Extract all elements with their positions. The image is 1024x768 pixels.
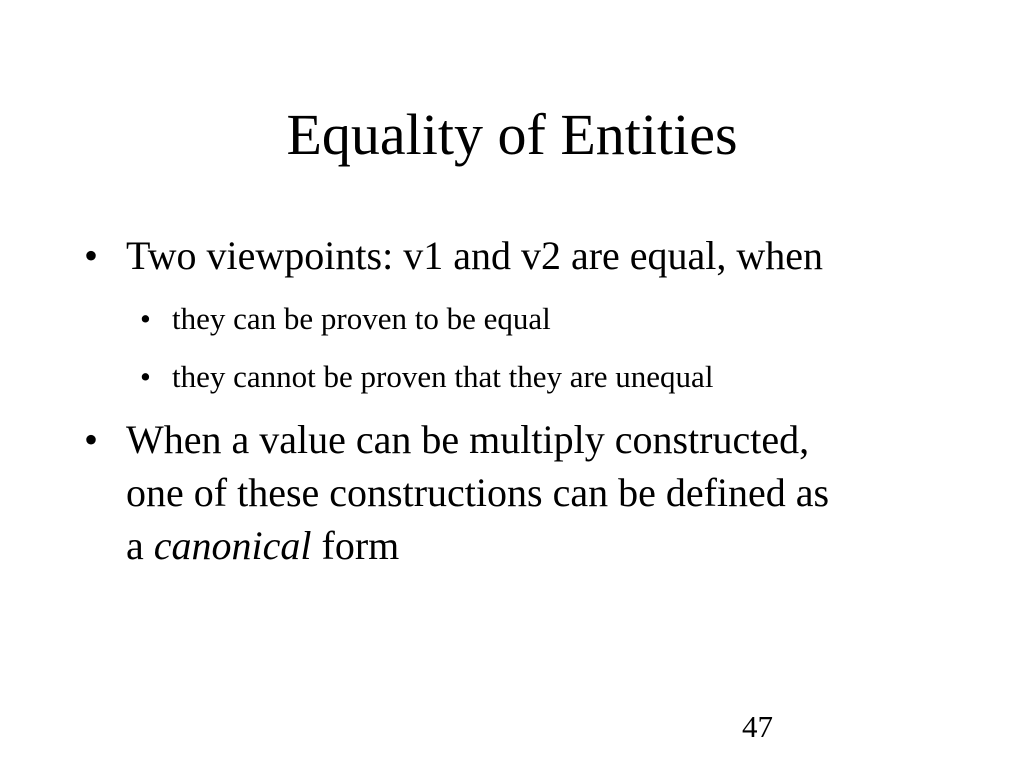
- bullet-glyph: •: [84, 417, 99, 462]
- bullet-line: When a value can be multiply constructed,: [126, 417, 810, 462]
- sub-bullet-text: they cannot be proven that they are unequal: [172, 359, 714, 394]
- bullet-line-prefix: a: [126, 523, 154, 568]
- canonical-emphasis: canonical: [153, 523, 312, 568]
- sub-bullet-text: they can be proven to be equal: [172, 301, 551, 336]
- bullet-glyph: •: [84, 233, 99, 278]
- bullet-text: Two viewpoints: v1 and v2 are equal, when: [126, 233, 824, 278]
- sub-bullet-glyph: •: [140, 359, 151, 394]
- sub-bullet-glyph: •: [140, 301, 151, 336]
- bullet-line: one of these constructions can be defined as: [126, 470, 830, 515]
- slide-title: Equality of Entities: [286, 102, 738, 167]
- page-number: 47: [742, 709, 773, 744]
- bullet-text: [126, 413, 956, 572]
- bullet-line-suffix: form: [311, 523, 400, 568]
- bullet-line: [126, 519, 956, 572]
